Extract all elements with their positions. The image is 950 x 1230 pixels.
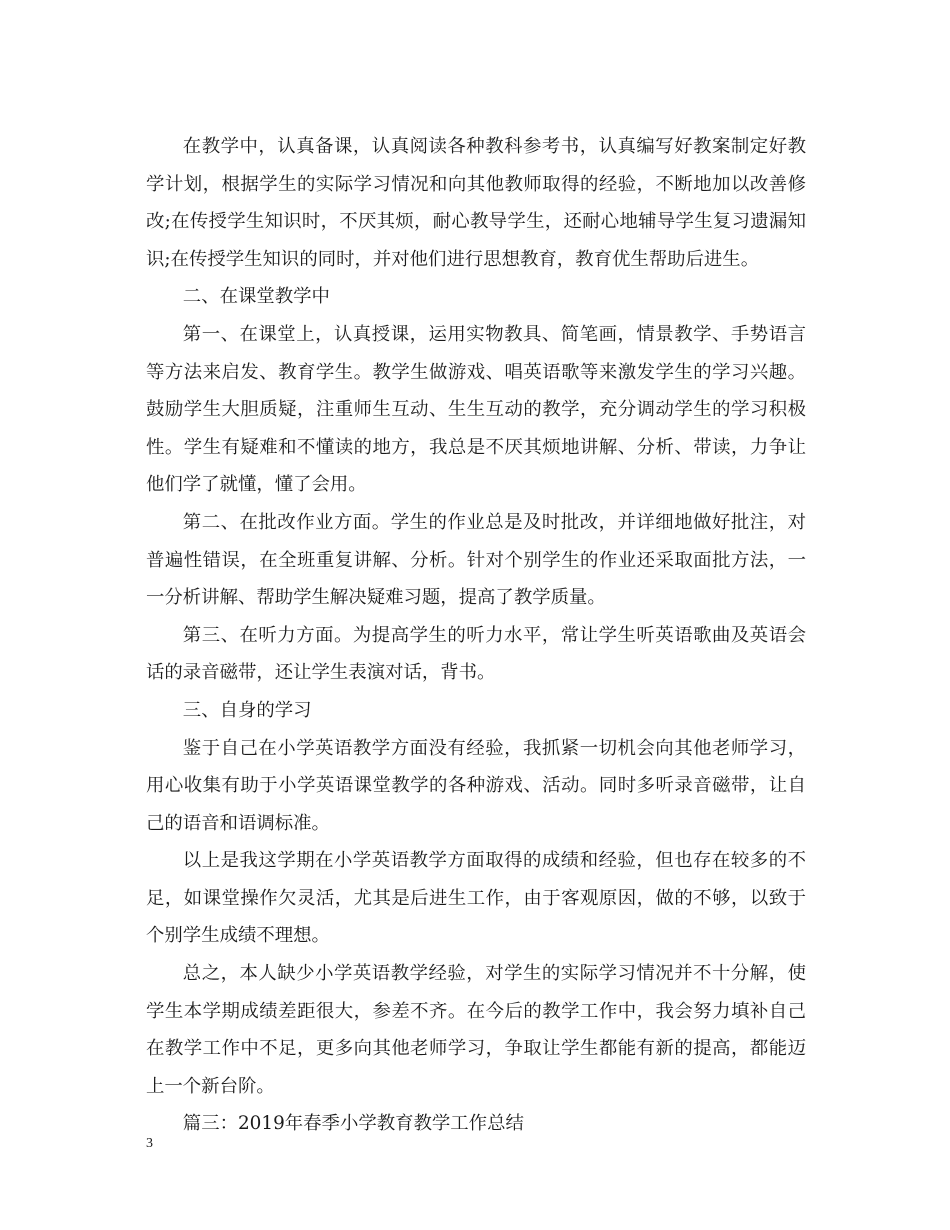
paragraph-third-listening: 第三、在听力方面。为提高学生的听力水平，常让学生听英语歌曲及英语会话的录音磁带，还让学生表演对话，背书。	[146, 624, 806, 684]
paragraph-teaching-prep: 在教学中，认真备课，认真阅读各种教科参考书，认真编写好教案制定好教学计划，根据学生的实际学习情况和向其他教师取得的经验，不断地加以改善修改;在传授学生知识时，不厌其烦，耐心教导学生，还耐心地辅导学生复习遗漏知识;在传授学生知识的同时，并对他们进行思想教育，教育优生帮助后进生。	[146, 136, 806, 270]
document-body	[146, 128, 806, 1143]
paragraph-conclusion: 总之，本人缺少小学英语教学经验，对学生的实际学习情况并不十分解，使学生本学期成绩差距很大，参差不齐。在今后的教学工作中，我会努力填补自己在教学工作中不足，更多向其他老师学习，争取让学生都能有新的提高，都能迈上一个新台阶。	[146, 963, 806, 1097]
paragraph-achievements: 以上是我这学期在小学英语教学方面取得的成绩和经验，但也存在较多的不足，如课堂操作欠灵活，尤其是后进生工作，由于客观原因，做的不够，以致于个别学生成绩不理想。	[146, 850, 806, 947]
section-heading-classroom-teaching: 二、在课堂教学中	[182, 286, 330, 308]
paragraph-self-study: 鉴于自己在小学英语教学方面没有经验，我抓紧一切机会向其他老师学习，用心收集有助于小学英语课堂教学的各种游戏、活动。同时多听录音磁带，让自己的语音和语调标准。	[146, 737, 806, 834]
paragraph-second-homework: 第二、在批改作业方面。学生的作业总是及时批改，并详细地做好批注，对普遍性错误，在全班重复讲解、分析。针对个别学生的作业还采取面批方法，一一分析讲解、帮助学生解决疑难习题，提高了教学质量。	[146, 511, 806, 609]
section-heading-self-study: 三、自身的学习	[182, 699, 312, 721]
paragraph-first-classroom: 第一、在课堂上，认真授课，运用实物教具、简笔画，情景教学、手势语言等方法来启发、教育学生。教学生做游戏、唱英语歌等来激发学生的学习兴趣。鼓励学生大胆质疑，注重师生互动、生生互动的教学，充分调动学生的学习积极性。学生有疑难和不懂读的地方，我总是不厌其烦地讲解、分析、带读，力争让他们学了就懂，懂了会用。	[146, 323, 806, 496]
section-heading-part-three: 篇三：2019年春季小学教育教学工作总结	[182, 1113, 524, 1135]
page-number: 3	[146, 1136, 153, 1151]
